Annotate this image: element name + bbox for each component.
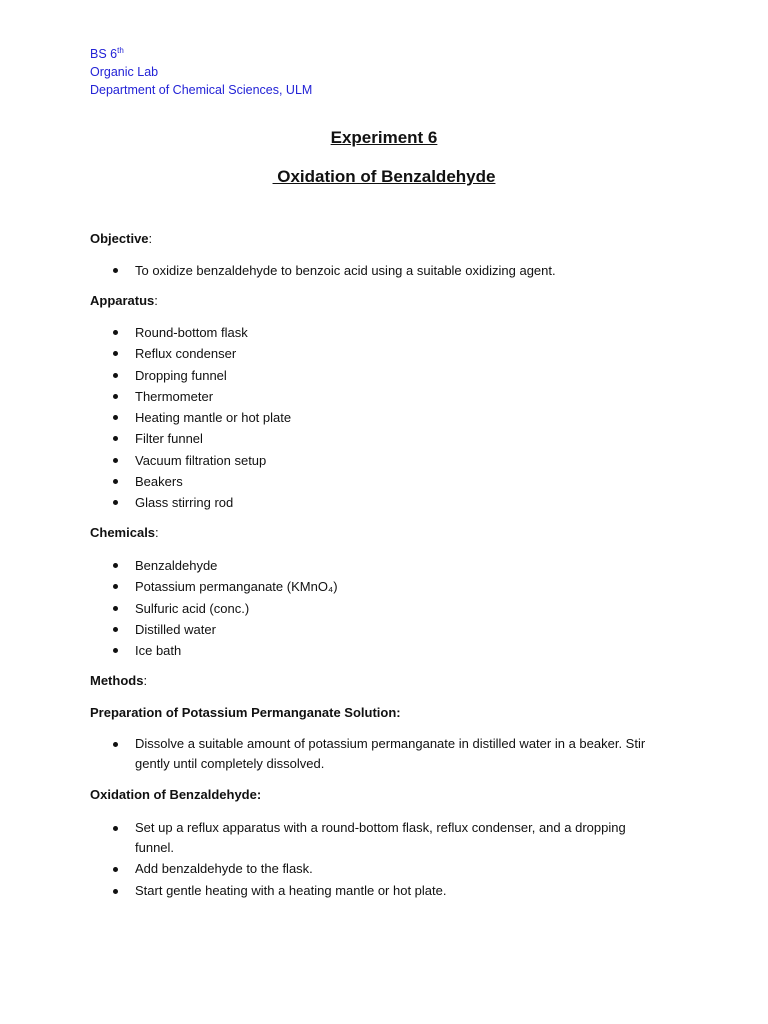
bullet-icon bbox=[113, 867, 118, 872]
bullet-icon bbox=[113, 415, 118, 420]
list-item-text: Benzaldehyde bbox=[135, 558, 218, 573]
bullet-icon bbox=[113, 563, 118, 568]
list-item bbox=[110, 428, 291, 449]
list-item bbox=[110, 576, 338, 597]
bullet-icon bbox=[113, 889, 118, 894]
list-item bbox=[110, 260, 556, 281]
bullet-icon bbox=[113, 500, 118, 505]
bullet-icon bbox=[113, 436, 118, 441]
chemicals-heading bbox=[90, 525, 159, 540]
experiment-title: Experiment 6 bbox=[330, 128, 438, 147]
bullet-icon bbox=[113, 826, 118, 831]
course-line: Organic Lab bbox=[90, 65, 159, 79]
list-item-text: Dissolve a suitable amount of potassium permanganate in distilled water in a beaker. Stir gently until completely dissolved. bbox=[135, 736, 646, 771]
apparatus-heading-text: Apparatus bbox=[90, 293, 155, 308]
list-item bbox=[110, 471, 291, 492]
bullet-icon bbox=[113, 606, 118, 611]
bullet-icon bbox=[113, 268, 118, 273]
list-item-text: Sulfuric acid (conc.) bbox=[135, 600, 250, 616]
list-item bbox=[110, 322, 291, 343]
objective-list bbox=[110, 260, 556, 281]
list-item bbox=[110, 598, 338, 619]
list-item-text: Heating mantle or hot plate bbox=[135, 410, 292, 426]
department-line: Department of Chemical Sciences, ULM bbox=[90, 83, 313, 97]
list-item-text: Glass stirring rod bbox=[135, 495, 234, 511]
list-item bbox=[110, 818, 665, 857]
list-item-text: Start gentle heating with a heating mantle or hot plate. bbox=[135, 882, 447, 898]
program-text: BS 6 bbox=[90, 47, 118, 61]
preparation-heading: Preparation of Potassium Permanganate Solution: bbox=[90, 705, 401, 720]
list-item bbox=[110, 407, 291, 428]
bullet-icon bbox=[113, 351, 118, 356]
program-superscript: th bbox=[117, 46, 124, 55]
bullet-icon bbox=[113, 648, 118, 653]
list-item-text: Thermometer bbox=[135, 388, 214, 404]
document-header bbox=[90, 45, 312, 99]
list-item bbox=[110, 619, 338, 640]
list-item-text: Filter funnel bbox=[135, 431, 203, 447]
list-item-text: Beakers bbox=[135, 474, 183, 490]
chemicals-heading-text: Chemicals bbox=[90, 525, 156, 540]
list-item bbox=[110, 343, 291, 364]
chemicals-colon: : bbox=[155, 525, 159, 540]
oxidation-heading: Oxidation of Benzaldehyde: bbox=[90, 787, 262, 802]
list-item-text: Ice bath bbox=[135, 643, 182, 659]
list-item bbox=[110, 386, 291, 407]
list-item-text: Add benzaldehyde to the flask. bbox=[135, 861, 313, 876]
oxidation-list bbox=[110, 818, 665, 900]
bullet-icon bbox=[113, 373, 118, 378]
list-item-text: Round-bottom flask bbox=[135, 325, 248, 340]
bullet-icon bbox=[113, 627, 118, 632]
methods-colon: : bbox=[143, 673, 148, 688]
list-item bbox=[110, 450, 291, 471]
objective-heading bbox=[90, 231, 152, 246]
program-line bbox=[90, 45, 312, 63]
bullet-icon bbox=[113, 742, 118, 747]
objective-colon: : bbox=[148, 231, 153, 246]
list-item-text: To oxidize benzaldehyde to benzoic acid using a suitable oxidizing agent. bbox=[135, 263, 556, 278]
bullet-icon bbox=[113, 330, 118, 335]
list-item bbox=[110, 734, 665, 773]
list-item-text: Dropping funnel bbox=[135, 367, 227, 383]
methods-heading bbox=[90, 673, 147, 688]
preparation-list bbox=[110, 734, 665, 773]
bullet-icon bbox=[113, 479, 118, 484]
list-item-text: Reflux condenser bbox=[135, 346, 237, 362]
chemicals-list bbox=[110, 555, 338, 661]
apparatus-colon: : bbox=[154, 293, 158, 308]
list-item-text: Vacuum filtration setup bbox=[135, 452, 267, 468]
methods-heading-text: Methods bbox=[90, 673, 144, 688]
bullet-icon bbox=[113, 584, 118, 589]
list-item bbox=[110, 859, 665, 879]
list-item bbox=[110, 555, 338, 576]
list-item-text: Set up a reflux apparatus with a round-bottom flask, reflux condenser, and a dropping funnel. bbox=[135, 820, 626, 855]
apparatus-heading bbox=[90, 293, 158, 308]
apparatus-list bbox=[110, 322, 291, 514]
experiment-name: Oxidation of Benzaldehyde bbox=[272, 167, 496, 186]
bullet-icon bbox=[113, 394, 118, 399]
list-item bbox=[110, 640, 338, 661]
bullet-icon bbox=[113, 458, 118, 463]
list-item bbox=[110, 492, 291, 513]
objective-heading-text: Objective bbox=[90, 231, 149, 246]
list-item-text: Potassium permanganate (KMnO₄) bbox=[135, 579, 338, 595]
list-item-text: Distilled water bbox=[135, 621, 216, 637]
list-item bbox=[110, 881, 665, 901]
list-item bbox=[110, 365, 291, 386]
